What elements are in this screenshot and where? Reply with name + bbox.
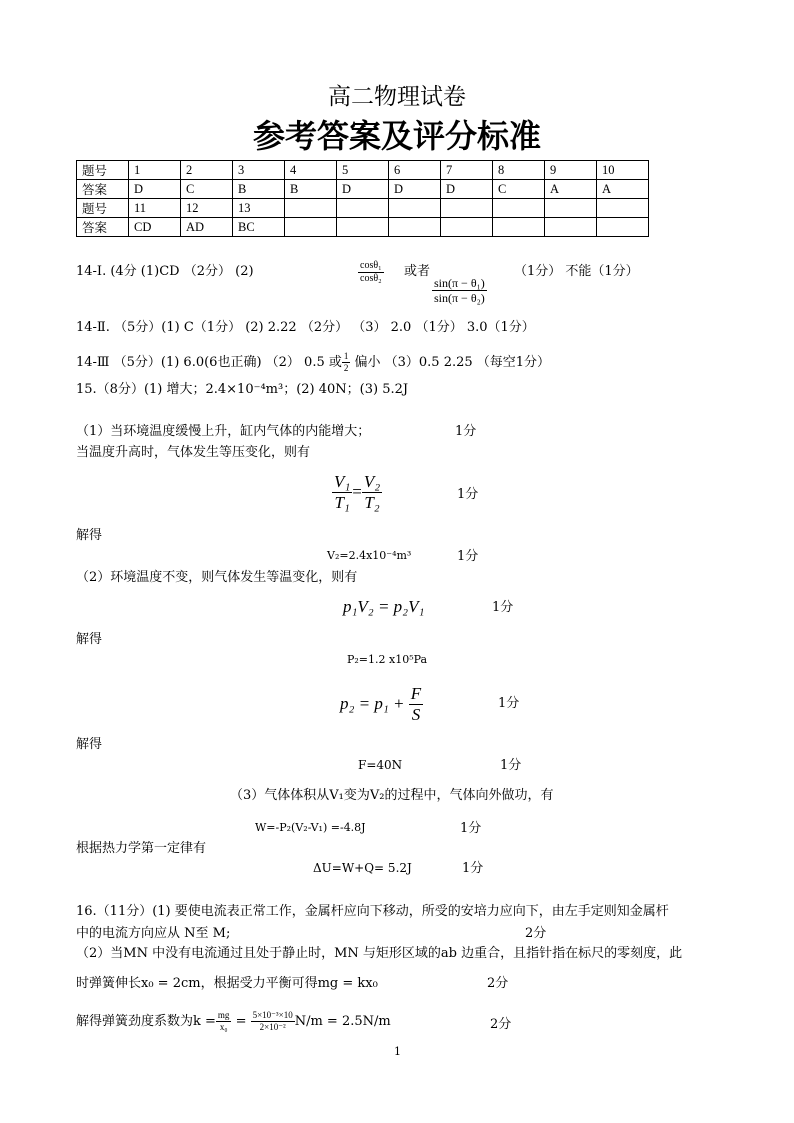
table-cell: 7 <box>441 161 493 180</box>
solve-label: 解得 <box>76 528 103 543</box>
table-cell: 题号 <box>77 161 129 180</box>
result-work: W=-P₂(V₂-V₁) =-4.8J <box>255 821 366 834</box>
equals: = <box>352 481 362 501</box>
result-v2: V₂=2.4x10⁻⁴m³ <box>327 549 412 562</box>
table-row <box>77 161 649 180</box>
k-label: 解得弹簧劲度系数为k = <box>76 1013 216 1029</box>
table-cell <box>285 218 337 237</box>
result-force: F=40N <box>358 758 403 772</box>
q14-1-fraction2 <box>432 276 487 306</box>
score: 1分 <box>457 549 479 564</box>
q14-1-fraction1 <box>358 260 384 285</box>
table-cell: B <box>233 180 285 199</box>
table-cell: D <box>441 180 493 199</box>
q16-line1: 16.（11分）(1) 要使电流表正常工作，金属杆应向下移动，所受的安培力应向下，由左手定则知金属杆 <box>76 904 669 919</box>
table-cell <box>545 199 597 218</box>
table-cell: A <box>597 180 649 199</box>
table-cell: C <box>181 180 233 199</box>
score: 1分 <box>460 821 482 836</box>
table-cell: D <box>129 180 181 199</box>
table-cell: C <box>493 180 545 199</box>
denominator: sin(π − θ₂) <box>434 291 485 306</box>
denominator: 2×10⁻² <box>259 1021 286 1032</box>
table-cell: 5 <box>337 161 389 180</box>
table-cell: BC <box>233 218 285 237</box>
table-cell: CD <box>129 218 181 237</box>
result-energy: ΔU=W+Q= 5.2J <box>313 861 412 875</box>
table-cell <box>337 218 389 237</box>
q14-1-text <box>76 265 254 278</box>
table-cell: 1 <box>129 161 181 180</box>
denominator: x₀ <box>219 1021 228 1032</box>
result-p2: P₂=1.2 x10⁵Pa <box>347 653 428 666</box>
q15-line3: （2）环境温度不变，则气体发生等温变化，则有 <box>76 570 358 585</box>
numerator: V₁ <box>332 472 352 493</box>
table-cell: A <box>545 180 597 199</box>
table-cell: 答案 <box>77 180 129 199</box>
score: 1分 <box>457 487 479 502</box>
score: 2分 <box>525 926 547 941</box>
page-number: 1 <box>394 1045 401 1058</box>
table-cell <box>441 199 493 218</box>
table-cell <box>441 218 493 237</box>
score: 1分 <box>455 424 477 439</box>
q15-line2: 当温度升高时，气体发生等压变化，则有 <box>76 445 311 460</box>
denominator: T₂ <box>364 493 380 513</box>
table-cell: 2 <box>181 161 233 180</box>
table-cell: AD <box>181 218 233 237</box>
score: 1分 <box>500 758 522 773</box>
table-cell <box>389 218 441 237</box>
table-row <box>77 218 649 237</box>
table-cell <box>597 218 649 237</box>
table-cell <box>337 199 389 218</box>
table-cell: 4 <box>285 161 337 180</box>
q16-line2: 中的电流方向应从 N至 M; <box>76 926 231 941</box>
denominator: S <box>411 705 421 725</box>
table-cell: 8 <box>493 161 545 180</box>
q15-line5: 根据热力学第一定律有 <box>76 841 207 856</box>
equation-gay-lussac <box>332 472 382 514</box>
table-cell: 10 <box>597 161 649 180</box>
k-result: N/m = 2.5N/m <box>294 1013 391 1029</box>
or-text: 或者 <box>404 264 431 279</box>
table-cell <box>545 218 597 237</box>
q14-3-part1: 14-Ⅲ （5分）(1) 6.0(6也正确) （2） 0.5 或 <box>76 354 342 370</box>
q14-1-part1: 14-Ⅰ. (4分 (1)CD （2分） (2) <box>76 264 254 279</box>
q16-line4: 时弹簧伸长x₀ = 2cm，根据受力平衡可得mg = kx₀ <box>76 976 378 991</box>
q14-3-text <box>76 351 550 374</box>
table-cell: B <box>285 180 337 199</box>
table-cell: 13 <box>233 199 285 218</box>
q16-line5 <box>76 1010 391 1033</box>
table-cell: 答案 <box>77 218 129 237</box>
numerator: cosθ₁ <box>360 260 382 271</box>
exam-title: 高二物理试卷 <box>328 84 466 110</box>
denominator: cosθ₂ <box>360 273 382 284</box>
q14-2-text: 14-Ⅱ. （5分）(1) C（1分） (2) 2.22 （2分） （3） 2.0 （1分） 3.0（1分） <box>76 320 535 335</box>
equation-pressure <box>340 684 423 726</box>
score: 1分 <box>462 861 484 876</box>
q14-1-part2: （1分） 不能（1分） <box>514 264 639 279</box>
equals: = <box>235 1013 247 1029</box>
numerator: 1 <box>343 351 349 361</box>
numerator: mg <box>217 1010 230 1020</box>
table-cell <box>597 199 649 218</box>
denominator: 2 <box>343 362 349 373</box>
table-row <box>77 199 649 218</box>
score: 1分 <box>498 696 520 711</box>
table-cell <box>389 199 441 218</box>
q15-line4: （3）气体体积从V₁变为V₂的过程中，气体向外做功，有 <box>230 788 554 803</box>
table-cell: 题号 <box>77 199 129 218</box>
q16-line3: （2）当MN 中没有电流通过且处于静止时，MN 与矩形区域的ab 边重合，且指针指在标尺的零刻度，此 <box>76 946 683 961</box>
answer-table <box>76 160 649 237</box>
q15-summary: 15.（8分）(1) 增大；2.4×10⁻⁴m³；(2) 40N；(3) 5.2J <box>76 382 409 397</box>
table-cell <box>493 218 545 237</box>
score: 1分 <box>492 600 514 615</box>
q14-3-part2: 偏小 （3）0.5 2.25 （每空1分） <box>350 354 551 370</box>
table-cell: D <box>389 180 441 199</box>
table-cell <box>285 199 337 218</box>
denominator: T₁ <box>334 493 350 513</box>
table-cell: 6 <box>389 161 441 180</box>
solve-label: 解得 <box>76 737 103 752</box>
solve-label: 解得 <box>76 632 103 647</box>
table-cell: 12 <box>181 199 233 218</box>
numerator: V₂ <box>362 472 382 493</box>
score: 2分 <box>490 1017 512 1032</box>
lhs: p₂ = p₁ + <box>340 693 405 713</box>
answer-key-heading: 参考答案及评分标准 <box>252 117 541 155</box>
q15-line1: （1）当环境温度缓慢上升，缸内气体的内能增大； <box>76 424 371 439</box>
table-cell: 11 <box>129 199 181 218</box>
table-cell: 9 <box>545 161 597 180</box>
table-cell <box>493 199 545 218</box>
numerator: sin(π − θ₁) <box>434 276 485 290</box>
table-cell: 3 <box>233 161 285 180</box>
table-cell: D <box>337 180 389 199</box>
equation-boyle: p₁V₂ = p₂V₁ <box>343 597 425 616</box>
numerator: F <box>409 684 423 705</box>
score: 2分 <box>487 976 509 991</box>
numerator: 5×10⁻³×10 <box>252 1010 293 1020</box>
table-row <box>77 180 649 199</box>
